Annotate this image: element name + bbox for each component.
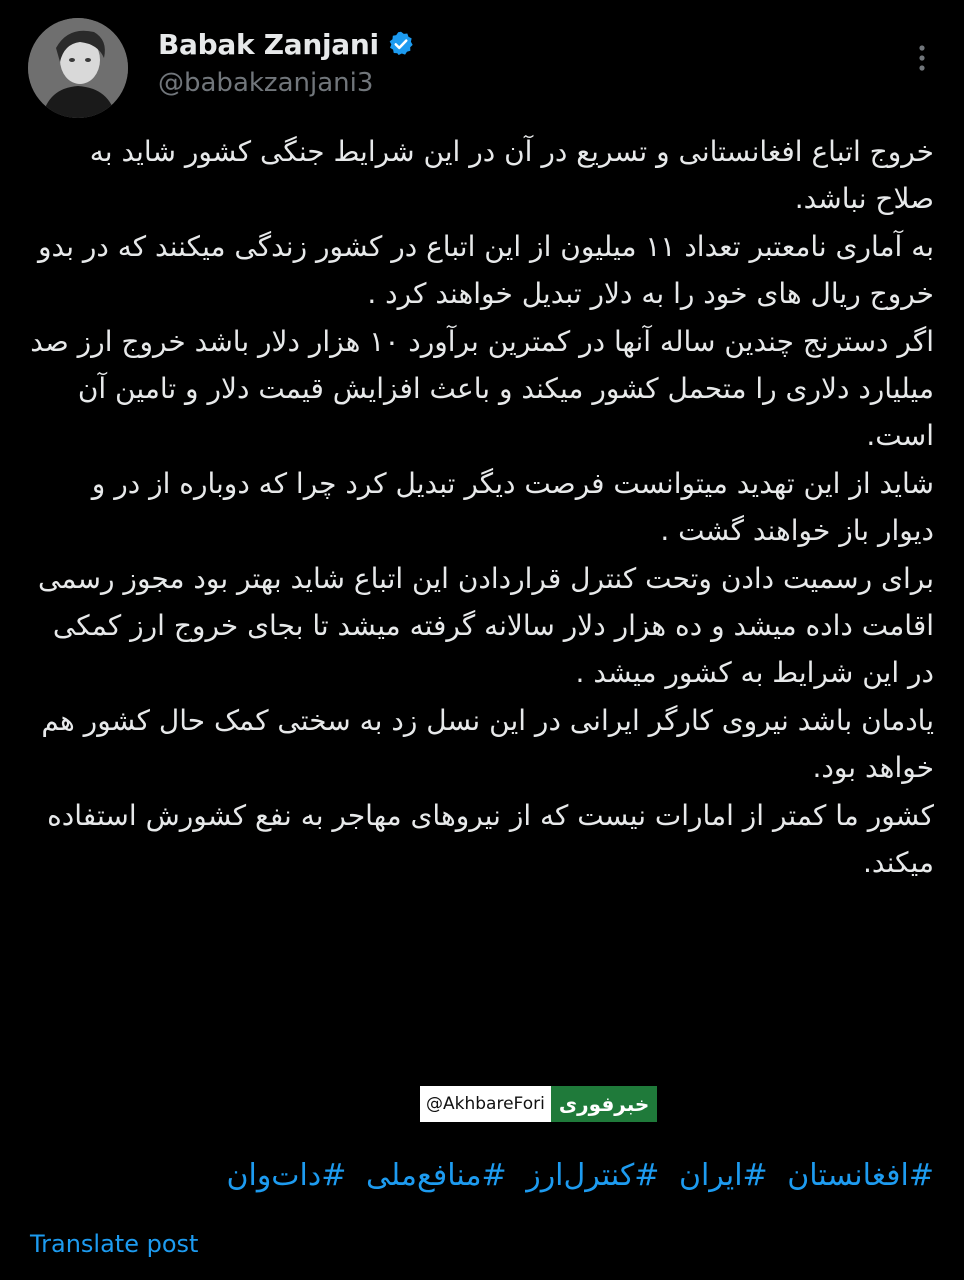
post-paragraph: خروج اتباع افغانستانی و تسریع در آن در این شرایط جنگی کشور شاید به صلاح نباشد. [89,135,934,216]
post-paragraph: اگر دسترنج چندین ساله آنها در کمترین برآورد ۱۰ هزار دلار باشد خروج ارز صد میلیارد دلاری را متحمل کشور میکند و باعث افزایش قیمت دلار و تامین آن است. [30,324,934,453]
hashtag-link[interactable]: #افغانستان [787,1158,934,1193]
author-names [158,24,415,98]
post-paragraph: کشور ما کمتر از امارات نیست که از نیروهای مهاجر به نفع کشورش استفاده میکند. [47,798,934,880]
post-paragraph: برای رسمیت دادن وتحت کنترل قراردادن این اتباع شاید بهتر بود مجوز رسمی اقامت داده میشد و ده هزار دلار سالانه گرفته میشد تا بجای خروج ارز کمکی در این شرایط به کشور میشد . [38,561,934,690]
post-header [28,18,936,118]
post-paragraph: شاید از این تهدید میتوانست فرصت دیگر تبدیل کرد چرا که دوباره از در و دیوار باز خواهند گشت . [91,466,934,548]
more-vertical-icon [918,43,926,73]
verified-badge-icon [387,30,415,58]
portrait-avatar-icon [28,18,128,118]
author-handle[interactable]: @babakzanjani3 [158,68,374,98]
watermark-logo: خبرفوری [551,1086,658,1122]
display-name[interactable]: Babak Zanjani [158,27,379,61]
hashtag-list [30,1158,934,1193]
display-name-row [158,24,415,64]
hashtag-link[interactable]: #منافع‌ملی [365,1158,507,1193]
hashtag-link[interactable]: #کنترل‌ارز [526,1158,660,1193]
avatar[interactable] [28,18,128,118]
hashtag-link[interactable]: #دات‌وان [226,1158,347,1193]
hashtag-link[interactable]: #ایران [678,1158,768,1193]
translate-post-link[interactable]: Translate post [30,1230,199,1258]
post-paragraph: یادمان باشد نیروی کارگر ایرانی در این نسل زد به سختی کمک حال کشور هم خواهد بود. [41,703,934,785]
post-paragraph: به آماری نامعتبر تعداد ۱۱ میلیون از این اتباع در کشور زندگی میکنند که در بدو خروج ریال های خود را به دلار تبدیل خواهند کرد . [37,229,934,311]
more-options-button[interactable] [908,38,936,78]
watermark-handle: @AkhbareFori [420,1086,551,1122]
post-text [30,128,934,887]
watermark [420,1086,657,1122]
